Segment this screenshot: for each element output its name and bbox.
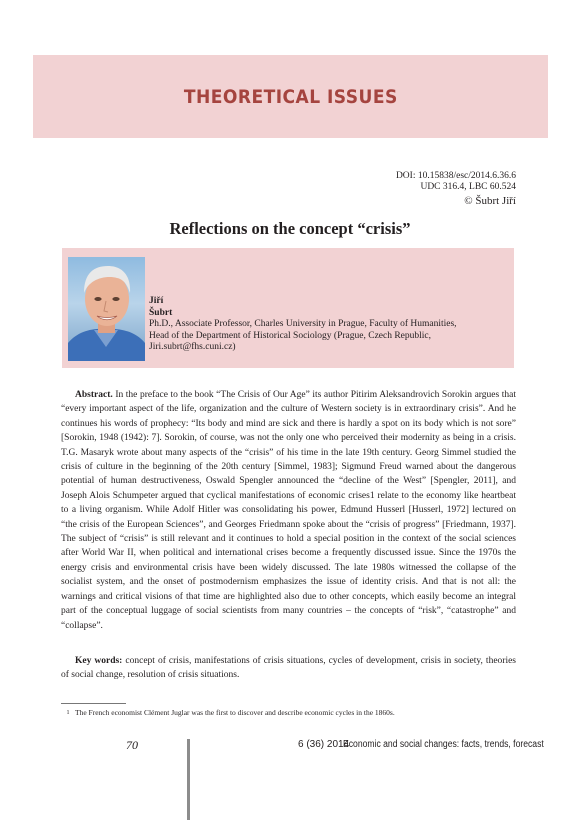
author-position: Ph.D., Associate Professor, Charles University in Prague, Faculty of Humanities,	[149, 319, 457, 330]
article-title: Reflections on the concept “crisis”	[169, 219, 411, 238]
author-last-name: Šubrt	[149, 307, 173, 318]
doi: DOI: 10.15838/esc/2014.6.36.6	[395, 171, 516, 181]
keywords-text: concept of crisis, manifestations of crisis situations, cycles of development, crisis in society, theories of social change, resolution of crisis situations.	[61, 656, 517, 681]
author-department: Head of the Department of Historical Sociology (Prague, Czech Republic,	[149, 330, 432, 341]
keywords	[61, 654, 516, 683]
article-meta	[396, 171, 516, 207]
abstract-label: Abstract.	[75, 390, 113, 400]
author-photo	[68, 257, 145, 361]
section-banner	[33, 55, 548, 138]
author-email: Jiri.subrt@fhs.cuni.cz)	[149, 342, 236, 353]
footnote	[61, 708, 516, 718]
footnote-divider	[61, 703, 126, 704]
author-portrait-icon	[68, 257, 145, 361]
author-info	[149, 296, 509, 354]
footer-divider-bar	[187, 739, 190, 820]
copyright: © Šubrt Jiří	[464, 195, 516, 207]
footnote-text: The French economist Clément Juglar was the first to discover and describe economic cycles in the 1860s.	[75, 708, 395, 717]
footnote-marker: 1	[66, 710, 70, 716]
udc: UDC 316.4, LBC 60.524	[420, 182, 516, 192]
author-box	[62, 248, 514, 368]
author-first-name: Jiří	[149, 296, 164, 306]
journal-issue: 6 (36) 2014	[298, 739, 350, 750]
keywords-label: Key words:	[75, 656, 123, 666]
section-title: THEORETICAL ISSUES	[183, 85, 398, 108]
page-number: 70	[126, 738, 138, 752]
journal-title: Economic and social changes: facts, trends, forecast	[343, 739, 544, 750]
abstract	[61, 388, 516, 633]
abstract-text: In the preface to the book “The Crisis of Our Age” its author Pitirim Aleksandrovich Sorokin argues that “every important aspect of the life, organization and the culture of Western society is in extraordinary crisis”. And he continues his words of prophecy: “Its body and mind are sick and there is hardly a spot on its body which is not sore” [Sorokin, 1948 (1942): 7]. Sorokin, of course, was not the only one who perceived their modernity as being in a crisis. T.G. Masaryk wrote about many aspects of the “crisis” of his time in the late 19th century. Georg Simmel studied the crisis of culture in the beginning of the 20th century [Simmel, 1983]; Sigmund Freud warned about the dangerous potential of human destructiveness, Oswald Spengler announced the “decline of the West” [Spengler, 2011], and Joseph Alois Schumpeter argued that cyclical manifestations of economic crises1 relate to the economy like heartbeat to a living organism. While Adolf Hitler was consolidating his power, Edmund Husserl [Husserl, 1972] lectured on “the crisis of the European Sciences”, and Georges Friedmann spoke about the “crisis of progress” [Friedmann, 1937]. The subject of “crisis” is still relevant and it continues to hold a special position in the context of the social sciences after World War II, when political and international crises become a frequently discussed issue. Since the 1970s the energy crisis and environmental crisis have been widely discussed. The late 1980s witnessed the collapse of the socialist system, and the onset of postmodernism emphasizes the issue of identity crisis. And that is not all: the warnings and critical visions of that time are highlighted also due to other concepts, which easily become an integral part of the conceptual luggage of social scientists from many countries – the concepts of “risk”, “catastrophe” and “collapse”.	[61, 390, 517, 631]
